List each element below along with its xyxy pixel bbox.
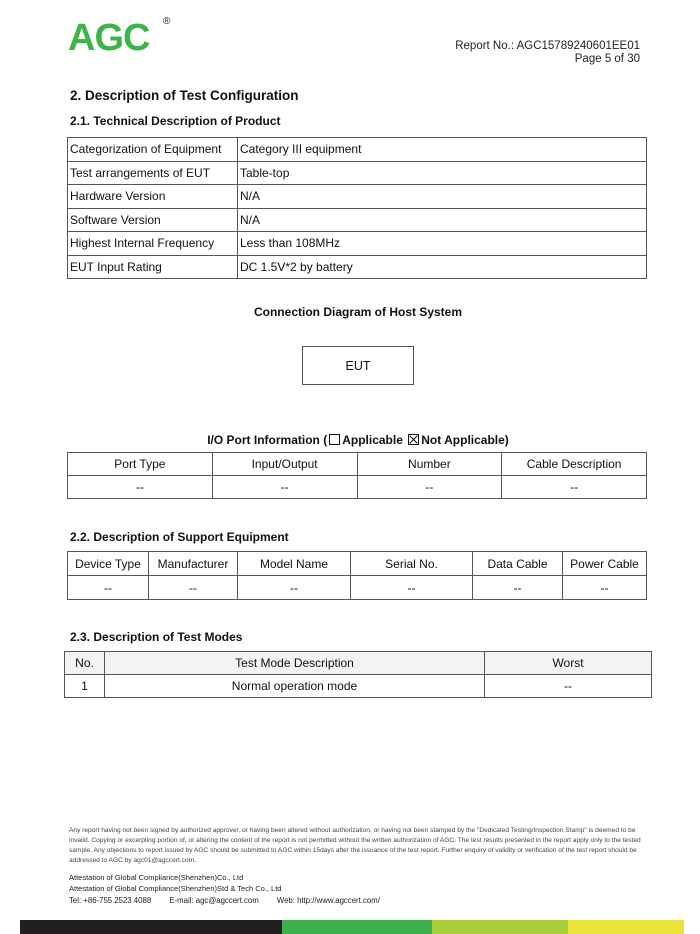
company-name-2: Attestation of Global Compliance(Shenzhen)Std & Tech Co., Ltd: [69, 884, 282, 893]
table-header-cell: Manufacturer: [149, 552, 238, 576]
page-number: Page 5 of 30: [574, 53, 640, 65]
support-heading: 2.2. Description of Support Equipment: [70, 530, 289, 544]
contact-line: [69, 896, 396, 905]
table-header-cell: Number: [357, 453, 502, 476]
not-applicable-label: Not Applicable): [421, 433, 509, 447]
table-cell: DC 1.5V*2 by battery: [238, 255, 647, 279]
table-cell: --: [485, 675, 652, 698]
table-row: [68, 185, 647, 209]
support-table: [67, 551, 647, 600]
table-cell: --: [357, 476, 502, 499]
tech-heading: 2.1. Technical Description of Product: [70, 114, 281, 128]
logo-text: AGC: [68, 17, 150, 59]
table-row: [68, 232, 647, 256]
table-cell: Test arrangements of EUT: [68, 161, 238, 185]
applicable-label: Applicable: [342, 433, 403, 447]
io-table: [67, 452, 647, 499]
footer-bar-yellow: [568, 920, 684, 934]
table-row: [68, 161, 647, 185]
agc-logo: [68, 16, 178, 60]
table-cell: 1: [65, 675, 105, 698]
footer-bar-lime: [432, 920, 568, 934]
table-header-row: [65, 652, 652, 675]
table-header-row: [68, 453, 647, 476]
modes-heading: 2.3. Description of Test Modes: [70, 630, 243, 644]
footer-bar-green: [282, 920, 432, 934]
table-header-cell: Device Type: [68, 552, 149, 576]
diagram-caption: Connection Diagram of Host System: [253, 305, 463, 319]
table-cell: Category III equipment: [238, 138, 647, 162]
unchecked-box-icon: [329, 434, 340, 445]
table-cell: --: [212, 476, 357, 499]
table-header-cell: Power Cable: [563, 552, 647, 576]
report-header: [455, 40, 640, 66]
table-cell: --: [68, 576, 149, 600]
report-number: Report No.: AGC15789240601EE01: [455, 40, 640, 52]
table-cell: N/A: [238, 185, 647, 209]
checked-box-icon: [408, 434, 419, 445]
table-cell: Categorization of Equipment: [68, 138, 238, 162]
table-header-cell: Data Cable: [473, 552, 563, 576]
table-header-cell: Cable Description: [502, 453, 647, 476]
table-header-cell: No.: [65, 652, 105, 675]
table-cell: Hardware Version: [68, 185, 238, 209]
table-cell: Normal operation mode: [105, 675, 485, 698]
table-cell: --: [149, 576, 238, 600]
disclaimer-text: Any report having not been signed by authorized approver, or having been altered without authorization, or having not been stamped by the "Dedicated Testing/Inspection Stamp" is deemed to be invalid. Copying or excerpting portion of, or altering the content of the report is not permitted without the written authorization of AGC. The test results presented in the report apply only to the tested sample. Any objections to report issued by AGC should be submitted to AGC within 15days after the issuance of the test report. Further enquiry of validity or verification of the test report should be addressed to AGC by agc01@agccert.com.: [69, 827, 641, 864]
table-cell: N/A: [238, 208, 647, 232]
table-cell: --: [351, 576, 473, 600]
table-cell: --: [563, 576, 647, 600]
web-link[interactable]: Web: http://www.agccert.com/: [276, 896, 380, 905]
table-cell: Table-top: [238, 161, 647, 185]
table-row: [68, 476, 647, 499]
modes-table: [64, 651, 652, 698]
table-cell: --: [502, 476, 647, 499]
table-row: [68, 138, 647, 162]
table-header-cell: Model Name: [238, 552, 351, 576]
table-header-cell: Input/Output: [212, 453, 357, 476]
table-cell: Software Version: [68, 208, 238, 232]
io-caption-prefix: I/O Port Information (: [207, 433, 328, 447]
eut-box: [302, 346, 414, 385]
table-row: [68, 208, 647, 232]
table-cell: EUT Input Rating: [68, 255, 238, 279]
tel-text: Tel: +86-755 2523 4088: [69, 896, 152, 905]
email-text: E-mail: agc@agccert.com: [169, 896, 259, 905]
table-header-cell: Serial No.: [351, 552, 473, 576]
io-caption: [0, 433, 700, 447]
table-row: [68, 255, 647, 279]
table-cell: --: [68, 476, 213, 499]
table-cell: Less than 108MHz: [238, 232, 647, 256]
table-header-cell: Worst: [485, 652, 652, 675]
table-row: [68, 576, 647, 600]
table-cell: --: [473, 576, 563, 600]
section-title: 2. Description of Test Configuration: [70, 88, 299, 103]
eut-label: EUT: [345, 358, 371, 373]
company-name-1: Attestation of Global Compliance(Shenzhen)Co., Ltd: [69, 873, 244, 882]
tech-table: [67, 137, 647, 279]
table-row: [65, 675, 652, 698]
registered-mark: ®: [163, 16, 171, 27]
table-header-row: [68, 552, 647, 576]
table-cell: Highest Internal Frequency: [68, 232, 238, 256]
table-cell: --: [238, 576, 351, 600]
table-header-cell: Test Mode Description: [105, 652, 485, 675]
footer-bar-dark: [20, 920, 282, 934]
table-header-cell: Port Type: [68, 453, 213, 476]
